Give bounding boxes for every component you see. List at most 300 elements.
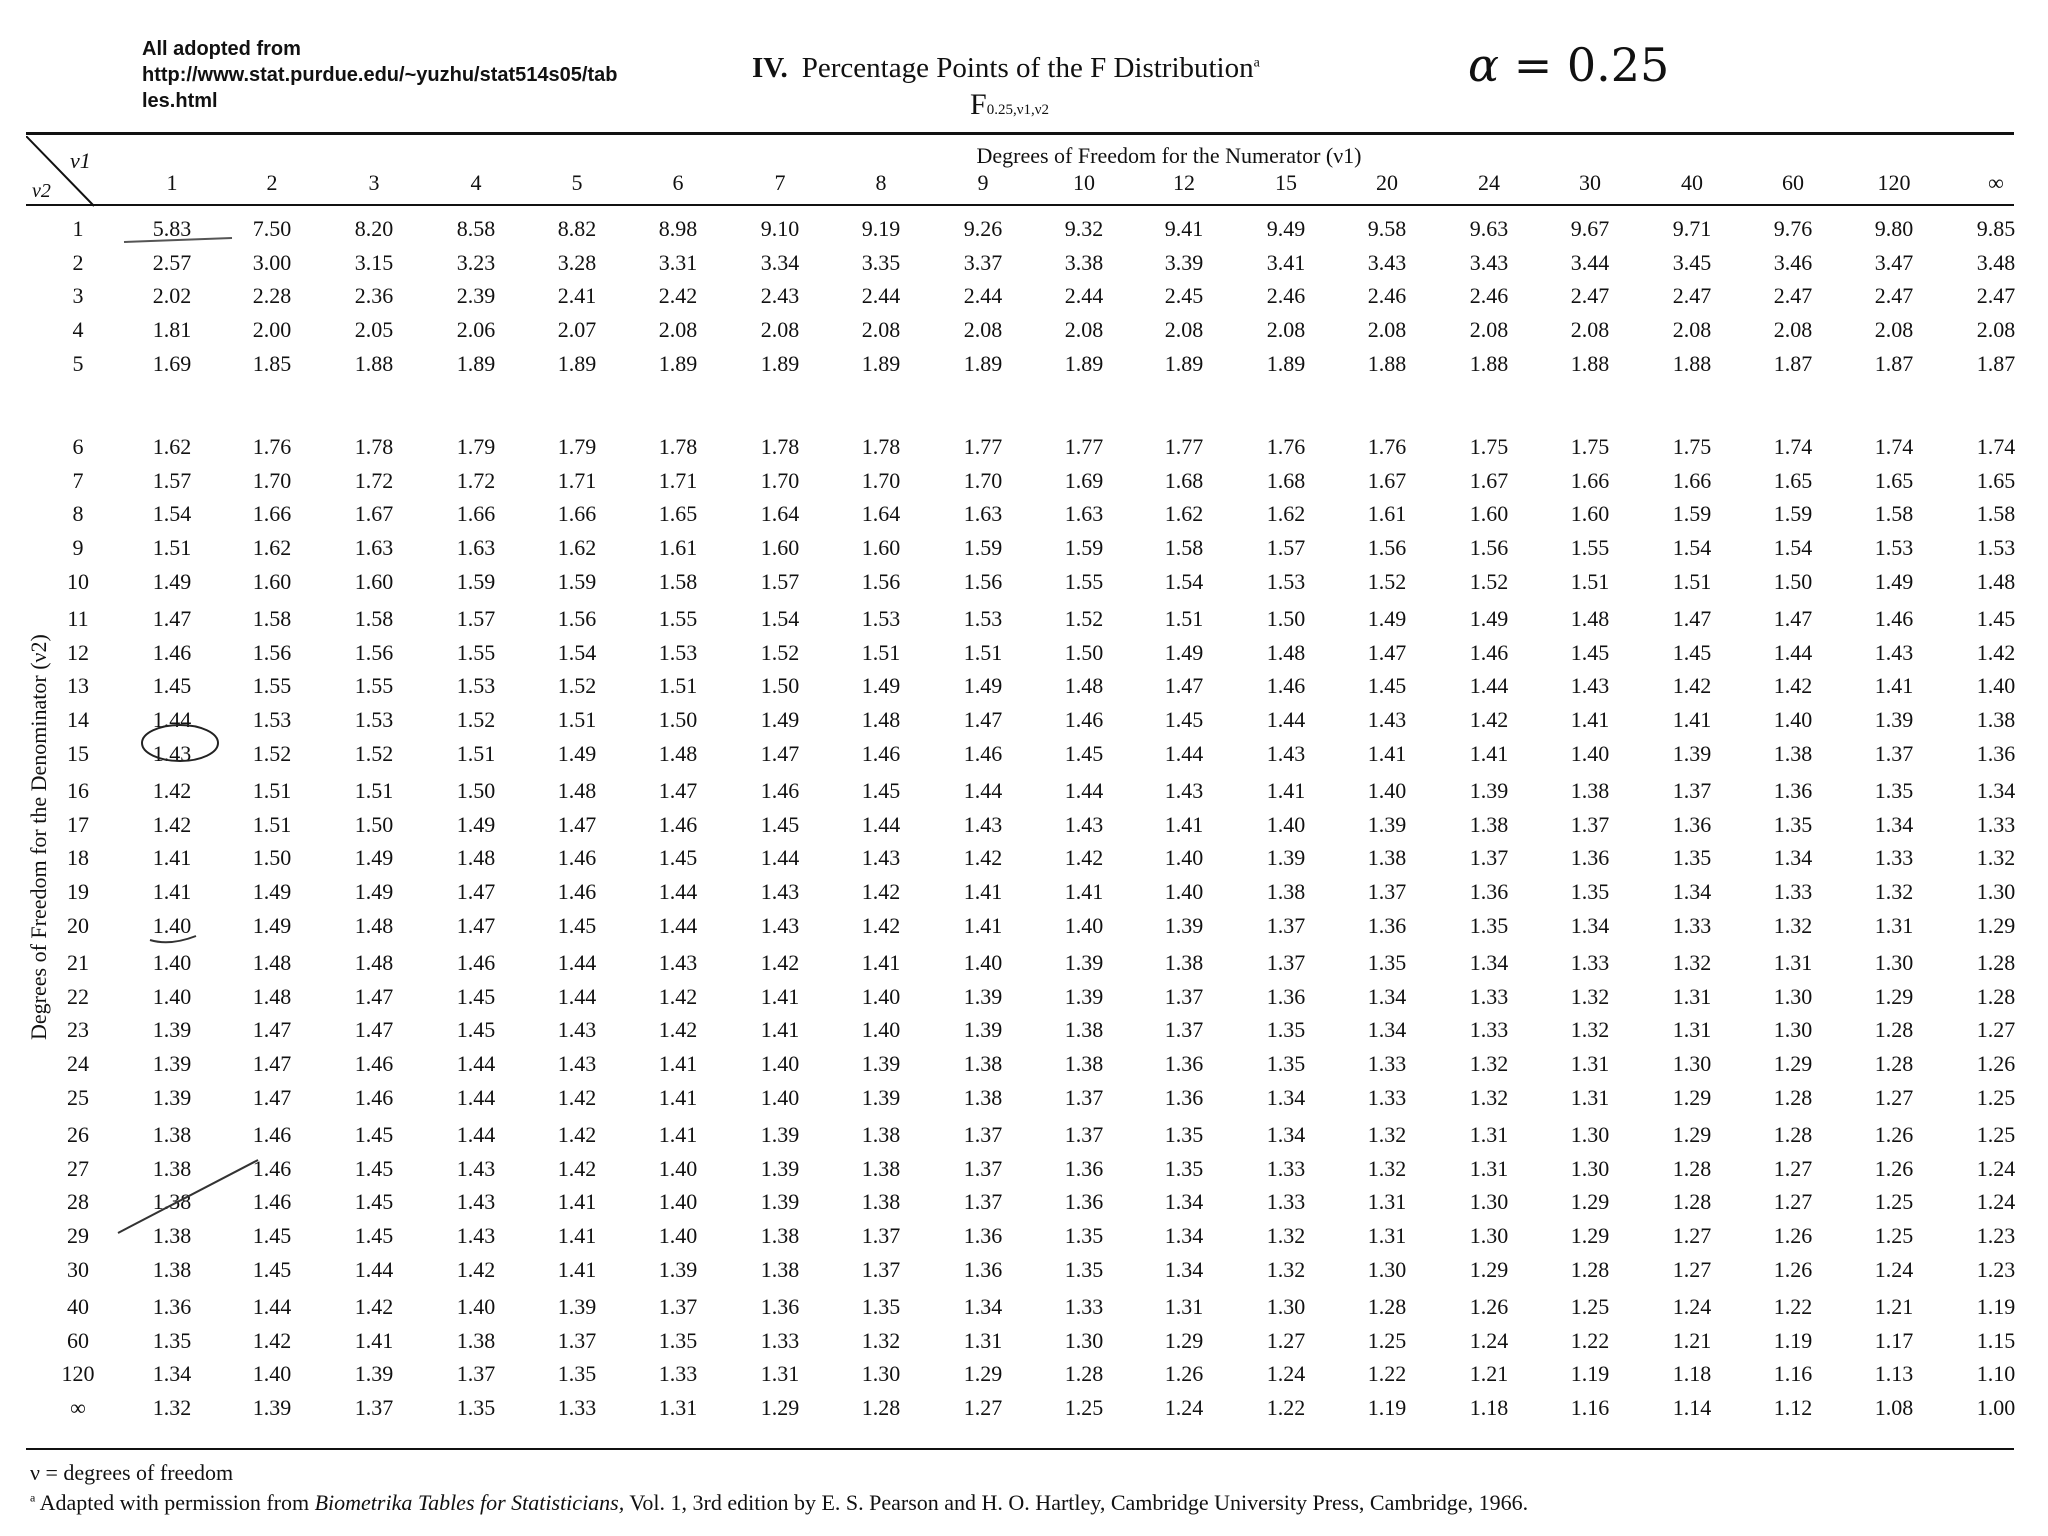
table-cell: 1.43 [1266, 740, 1306, 766]
table-cell: 1.43 [1367, 707, 1407, 733]
table-cell: 1.26 [1874, 1122, 1914, 1147]
table-cell: 1.65 [1874, 467, 1914, 493]
table-cell: 1.33 [658, 1361, 698, 1387]
column-header: 2 [266, 170, 278, 195]
table-cell: 1.25 [1976, 1084, 2016, 1110]
table-cell: 1.67 [1367, 467, 1407, 493]
table-cell: 1.89 [658, 350, 698, 376]
table-cell: 2.05 [354, 317, 394, 343]
table-cell: 1.34 [1164, 1256, 1204, 1282]
table-cell: 1.10 [1976, 1361, 2016, 1387]
table-cell: 1.71 [658, 467, 698, 493]
table-cell: 1.42 [1469, 707, 1509, 733]
table-cell: 1.42 [861, 912, 901, 938]
table-cell: 1.49 [152, 568, 192, 594]
table-cell: 1.38 [861, 1189, 901, 1215]
table-cell: 1.66 [456, 501, 496, 527]
table-cell: 2.46 [1469, 283, 1509, 309]
table-cell: 1.52 [557, 673, 597, 699]
table-cell: 1.30 [1469, 1223, 1509, 1249]
table-cell: 1.49 [1367, 606, 1407, 631]
table-cell: 1.47 [152, 606, 192, 631]
table-cell: 1.22 [1570, 1327, 1610, 1353]
table-cell: 1.31 [1570, 1051, 1610, 1077]
table-cell: 1.30 [1266, 1294, 1306, 1319]
table-cell: 1.36 [1773, 778, 1813, 803]
table-cell: 1.40 [1570, 740, 1610, 766]
subtitle-subscript: 0.25,ν1,ν2 [986, 102, 1050, 118]
table-cell: 1.44 [963, 778, 1003, 803]
table-cell: 1.54 [1672, 535, 1712, 561]
table-cell: 1.28 [1672, 1155, 1712, 1181]
table-cell: 1.50 [1064, 639, 1104, 665]
table-cell: 1.32 [1367, 1155, 1407, 1181]
table-cell: 1.77 [1064, 434, 1104, 459]
table-cell: 1.29 [1773, 1051, 1813, 1077]
table-cell: 1.43 [1874, 639, 1914, 665]
denominator-axis-label: Degrees of Freedom for the Denominator (ν2) [26, 634, 51, 1040]
table-cell: 1.39 [861, 1051, 901, 1077]
table-cell: 1.37 [1469, 845, 1509, 871]
table-cell: 1.34 [1773, 845, 1813, 871]
table-cell: 1.47 [1773, 606, 1813, 631]
table-cell: 1.89 [1064, 350, 1104, 376]
table-cell: 1.41 [1672, 707, 1712, 733]
table-cell: 3.28 [557, 249, 597, 275]
table-cell: 1.63 [1064, 501, 1104, 527]
table-cell: 1.42 [963, 845, 1003, 871]
table-cell: 1.37 [557, 1327, 597, 1353]
row-label: 2 [72, 249, 84, 275]
table-cell: 1.48 [1266, 639, 1306, 665]
table-cell: 1.52 [760, 639, 800, 665]
table-cell: 1.69 [1064, 467, 1104, 493]
column-header: 24 [1478, 170, 1500, 195]
table-cell: 1.51 [456, 740, 496, 766]
table-cell: 1.40 [456, 1294, 496, 1319]
table-cell: 1.30 [1570, 1122, 1610, 1147]
table-cell: 1.41 [1469, 740, 1509, 766]
table-cell: 1.55 [354, 673, 394, 699]
table-cell: 1.50 [1773, 568, 1813, 594]
table-cell: 2.44 [1064, 283, 1104, 309]
table-cell: 9.58 [1367, 216, 1407, 241]
table-cell: 2.42 [658, 283, 698, 309]
column-header: 30 [1579, 170, 1601, 195]
table-cell: 3.43 [1469, 249, 1509, 275]
table-cell: 1.43 [760, 879, 800, 905]
table-cell: 1.31 [1773, 950, 1813, 975]
table-cell: 1.36 [963, 1223, 1003, 1249]
table-cell: 1.40 [252, 1361, 292, 1387]
table-cell: 1.40 [861, 983, 901, 1009]
table-cell: 1.60 [760, 535, 800, 561]
table-cell: 1.41 [1164, 811, 1204, 837]
table-cell: 3.35 [861, 249, 901, 275]
row-label: 26 [67, 1122, 89, 1147]
table-cell: 1.44 [252, 1294, 292, 1319]
row-label: 8 [72, 501, 84, 527]
table-cell: 1.44 [1469, 673, 1509, 699]
table-cell: 1.60 [252, 568, 292, 594]
table-cell: 1.57 [152, 467, 192, 493]
table-cell: 1.35 [456, 1395, 496, 1421]
table-cell: 1.26 [1469, 1294, 1509, 1319]
corner-nu2-label: ν2 [32, 180, 51, 202]
table-cell: 1.24 [1469, 1327, 1509, 1353]
table-cell: 9.85 [1976, 216, 2016, 241]
table-cell: 1.41 [1064, 879, 1104, 905]
table-cell: 1.34 [1266, 1084, 1306, 1110]
table-cell: 1.53 [1266, 568, 1306, 594]
table-cell: 1.81 [152, 317, 192, 343]
table-cell: 1.45 [1570, 639, 1610, 665]
table-cell: 1.40 [658, 1223, 698, 1249]
table-cell: 1.38 [963, 1084, 1003, 1110]
table-cell: 1.26 [1164, 1361, 1204, 1387]
table-cell: 1.39 [963, 1017, 1003, 1043]
table-cell: 1.47 [1672, 606, 1712, 631]
table-cell: 1.39 [1164, 912, 1204, 938]
table-cell: 1.33 [1367, 1084, 1407, 1110]
table-cell: 1.52 [1064, 606, 1104, 631]
table-cell: 1.46 [760, 778, 800, 803]
table-cell: 1.38 [861, 1155, 901, 1181]
table-cell: 1.38 [1266, 879, 1306, 905]
table-cell: 1.58 [252, 606, 292, 631]
table-cell: 1.40 [1164, 845, 1204, 871]
table-cell: 1.37 [1064, 1084, 1104, 1110]
row-label: 25 [67, 1084, 89, 1110]
table-cell: 1.36 [1266, 983, 1306, 1009]
table-cell: 1.49 [861, 673, 901, 699]
table-cell: 1.56 [557, 606, 597, 631]
table-cell: 1.34 [152, 1361, 192, 1387]
table-cell: 1.33 [1773, 879, 1813, 905]
table-cell: 1.51 [1570, 568, 1610, 594]
table-cell: 1.36 [1672, 811, 1712, 837]
table-cell: 1.36 [152, 1294, 192, 1319]
table-cell: 1.76 [252, 434, 292, 459]
table-cell: 1.41 [658, 1084, 698, 1110]
table-cell: 1.56 [1469, 535, 1509, 561]
table-cell: 2.08 [658, 317, 698, 343]
footnote-source [30, 1490, 1528, 1516]
table-cell: 1.59 [456, 568, 496, 594]
table-cell: 1.57 [456, 606, 496, 631]
table-cell: 1.40 [1367, 778, 1407, 803]
table-cell: 1.54 [557, 639, 597, 665]
table-cell: 1.46 [152, 639, 192, 665]
table-cell: 1.42 [861, 879, 901, 905]
table-cell: 1.44 [1064, 778, 1104, 803]
table-cell: 1.46 [252, 1122, 292, 1147]
table-cell: 1.26 [1773, 1223, 1813, 1249]
footnote-marker: a [30, 1490, 36, 1505]
table-cell: 1.30 [1874, 950, 1914, 975]
table-cell: 1.27 [1266, 1327, 1306, 1353]
table-cell: 1.56 [354, 639, 394, 665]
table-cell: 1.89 [861, 350, 901, 376]
table-cell: 1.45 [1367, 673, 1407, 699]
table-cell: 2.44 [963, 283, 1003, 309]
table-cell: 1.44 [557, 950, 597, 975]
table-cell: 1.24 [1874, 1256, 1914, 1282]
table-cell: 1.60 [1570, 501, 1610, 527]
table-cell: 1.42 [354, 1294, 394, 1319]
table-cell: 1.22 [1266, 1395, 1306, 1421]
table-cell: 1.12 [1773, 1395, 1813, 1421]
table-cell: 1.78 [760, 434, 800, 459]
table-cell: 1.24 [1976, 1189, 2016, 1215]
table-cell: 1.61 [658, 535, 698, 561]
table-cell: 1.34 [1164, 1223, 1204, 1249]
table-cell: 2.08 [1469, 317, 1509, 343]
table-cell: 1.28 [861, 1395, 901, 1421]
table-cell: 1.34 [1469, 950, 1509, 975]
table-cell: 1.41 [658, 1122, 698, 1147]
table-cell: 1.89 [1164, 350, 1204, 376]
column-header: 60 [1782, 170, 1804, 195]
table-cell: 1.54 [760, 606, 800, 631]
table-cell: 9.26 [963, 216, 1003, 241]
table-cell: 1.48 [658, 740, 698, 766]
table-cell: 1.46 [1064, 707, 1104, 733]
table-cell: 1.55 [1570, 535, 1610, 561]
row-label: 21 [67, 950, 89, 975]
table-cell: 2.08 [963, 317, 1003, 343]
table-cell: 1.35 [658, 1327, 698, 1353]
table-cell: 1.34 [963, 1294, 1003, 1319]
table-cell: 1.68 [1266, 467, 1306, 493]
row-label: 13 [67, 673, 89, 699]
table-cell: 2.08 [1773, 317, 1813, 343]
table-cell: 1.27 [1672, 1256, 1712, 1282]
table-cell: 1.33 [760, 1327, 800, 1353]
table-cell: 1.72 [456, 467, 496, 493]
table-cell: 1.29 [1570, 1189, 1610, 1215]
table-cell: 1.55 [456, 639, 496, 665]
table-cell: 1.47 [252, 1051, 292, 1077]
table-cell: 1.42 [1773, 673, 1813, 699]
table-cell: 1.42 [1672, 673, 1712, 699]
table-cell: 1.67 [1469, 467, 1509, 493]
table-cell: 1.39 [557, 1294, 597, 1319]
column-header: 3 [368, 170, 380, 195]
table-cell: 2.46 [1266, 283, 1306, 309]
table-cell: 9.76 [1773, 216, 1813, 241]
table-cell: 1.39 [1469, 778, 1509, 803]
table-cell: 9.32 [1064, 216, 1104, 241]
numerator-axis-text: Degrees of Freedom for the Numerator (ν1) [976, 143, 1362, 168]
column-header: 8 [875, 170, 887, 195]
row-label: 120 [61, 1361, 95, 1387]
table-cell: 1.35 [1570, 879, 1610, 905]
table-cell: 1.35 [557, 1361, 597, 1387]
table-cell: 1.32 [152, 1395, 192, 1421]
table-cell: 1.40 [658, 1189, 698, 1215]
table-cell: 1.65 [658, 501, 698, 527]
column-header: 15 [1275, 170, 1297, 195]
table-cell: 1.53 [1976, 535, 2016, 561]
column-header: 120 [1877, 170, 1911, 195]
table-cell: 1.41 [557, 1256, 597, 1282]
table-cell: 1.51 [1672, 568, 1712, 594]
table-cell: 1.42 [1064, 845, 1104, 871]
table-cell: 1.46 [557, 879, 597, 905]
table-cell: 3.00 [252, 249, 292, 275]
table-cell: 1.62 [252, 535, 292, 561]
table-cell: 1.61 [1367, 501, 1407, 527]
table-cell: 1.35 [1164, 1122, 1204, 1147]
table-cell: 1.38 [152, 1256, 192, 1282]
table-cell: 1.37 [456, 1361, 496, 1387]
table-cell: 1.78 [354, 434, 394, 459]
table-cell: 1.39 [252, 1395, 292, 1421]
table-cell: 1.63 [456, 535, 496, 561]
row-label: 6 [72, 434, 84, 459]
source-note [142, 36, 662, 114]
table-cell: 1.38 [963, 1051, 1003, 1077]
table-cell: 1.47 [557, 811, 597, 837]
table-cell: 1.40 [1976, 673, 2016, 699]
table-cell: 1.45 [354, 1155, 394, 1181]
table-cell: 1.77 [1164, 434, 1204, 459]
table-cell: 2.08 [861, 317, 901, 343]
table-cell: 1.48 [252, 983, 292, 1009]
table-cell: 1.88 [1672, 350, 1712, 376]
table-cell: 3.15 [354, 249, 394, 275]
table-cell: 1.37 [1266, 912, 1306, 938]
table-cell: 3.47 [1874, 249, 1914, 275]
table-cell: 9.10 [760, 216, 800, 241]
table-cell: 1.45 [861, 778, 901, 803]
table-cell: 8.20 [354, 216, 394, 241]
table-cell: 1.32 [1672, 950, 1712, 975]
table-cell: 1.31 [1672, 1017, 1712, 1043]
table-cell: 1.34 [1367, 983, 1407, 1009]
table-cell: 1.41 [1874, 673, 1914, 699]
table-cell: 1.29 [1672, 1122, 1712, 1147]
table-cell: 1.89 [760, 350, 800, 376]
table-cell: 1.28 [1874, 1017, 1914, 1043]
table-cell: 1.47 [354, 1017, 394, 1043]
table-cell: 1.46 [1469, 639, 1509, 665]
table-cell: 1.62 [557, 535, 597, 561]
table-cell: 1.41 [963, 912, 1003, 938]
table-cell: 1.32 [1367, 1122, 1407, 1147]
table-cell: 1.43 [557, 1017, 597, 1043]
row-label: 40 [67, 1294, 89, 1319]
table-cell: 1.55 [1064, 568, 1104, 594]
table-cell: 1.28 [1672, 1189, 1712, 1215]
table-cell: 1.32 [1874, 879, 1914, 905]
table-cell: 1.65 [1976, 467, 2016, 493]
table-cell: 7.50 [252, 216, 292, 241]
table-cell: 1.18 [1469, 1395, 1509, 1421]
table-cell: 1.45 [456, 1017, 496, 1043]
table-cell: 1.44 [861, 811, 901, 837]
table-cell: 1.31 [1469, 1155, 1509, 1181]
table-cell: 1.89 [963, 350, 1003, 376]
table-cell: 1.31 [658, 1395, 698, 1421]
table-cell: 1.37 [963, 1189, 1003, 1215]
table-cell: 3.48 [1976, 249, 2016, 275]
table-cell: 1.29 [1164, 1327, 1204, 1353]
table-cell: 1.53 [658, 639, 698, 665]
table-cell: 1.37 [963, 1155, 1003, 1181]
column-header: 20 [1376, 170, 1398, 195]
row-label: 20 [67, 912, 89, 938]
row-label: 27 [67, 1155, 89, 1181]
table-cell: 1.28 [1976, 983, 2016, 1009]
row-label: 10 [67, 568, 89, 594]
table-cell: 1.29 [1570, 1223, 1610, 1249]
table-cell: 1.22 [1367, 1361, 1407, 1387]
table-cell: 2.08 [760, 317, 800, 343]
table-cell: 2.08 [1976, 317, 2016, 343]
table-cell: 1.33 [1874, 845, 1914, 871]
table-cell: 1.40 [152, 912, 192, 938]
table-cell: 1.51 [557, 707, 597, 733]
table-cell: 1.41 [557, 1223, 597, 1249]
table-cell: 1.51 [861, 639, 901, 665]
table-cell: 1.52 [1469, 568, 1509, 594]
table-cell: 1.51 [1164, 606, 1204, 631]
table-cell: 1.26 [1976, 1051, 2016, 1077]
table-cell: 1.45 [152, 673, 192, 699]
table-cell: 3.46 [1773, 249, 1813, 275]
table-cell: 1.39 [861, 1084, 901, 1110]
table-cell: 1.24 [1266, 1361, 1306, 1387]
table-cell: 1.88 [1469, 350, 1509, 376]
table-cell: 1.24 [1672, 1294, 1712, 1319]
table-cell: 1.30 [1773, 983, 1813, 1009]
table-cell: 1.34 [1672, 879, 1712, 905]
table-cell: 1.38 [1064, 1051, 1104, 1077]
table-cell: 1.44 [658, 879, 698, 905]
table-cell: 1.39 [1874, 707, 1914, 733]
table-cell: 1.39 [1064, 983, 1104, 1009]
table-cell: 1.43 [152, 740, 192, 766]
table-cell: 1.27 [1874, 1084, 1914, 1110]
table-cell: 1.48 [557, 778, 597, 803]
table-cell: 8.58 [456, 216, 496, 241]
table-cell: 1.37 [1164, 983, 1204, 1009]
table-cell: 1.42 [456, 1256, 496, 1282]
table-cell: 1.68 [1164, 467, 1204, 493]
table-cell: 1.00 [1976, 1395, 2016, 1421]
table-cell: 1.37 [1266, 950, 1306, 975]
table-cell: 1.30 [1976, 879, 2016, 905]
table-cell: 1.16 [1773, 1361, 1813, 1387]
table-cell: 1.53 [1874, 535, 1914, 561]
table-cell: 1.54 [1773, 535, 1813, 561]
table-cell: 1.89 [1266, 350, 1306, 376]
table-cell: 1.66 [557, 501, 597, 527]
page-title [752, 52, 1260, 85]
table-cell: 1.42 [152, 811, 192, 837]
table-cell: 1.62 [1164, 501, 1204, 527]
table-cell: 1.70 [963, 467, 1003, 493]
table-cell: 1.39 [760, 1155, 800, 1181]
table-cell: 1.58 [1874, 501, 1914, 527]
row-label: 4 [72, 317, 84, 343]
table-cell: 1.58 [1976, 501, 2016, 527]
table-cell: 2.07 [557, 317, 597, 343]
table-cell: 1.17 [1874, 1327, 1914, 1353]
table-cell: 1.38 [152, 1189, 192, 1215]
